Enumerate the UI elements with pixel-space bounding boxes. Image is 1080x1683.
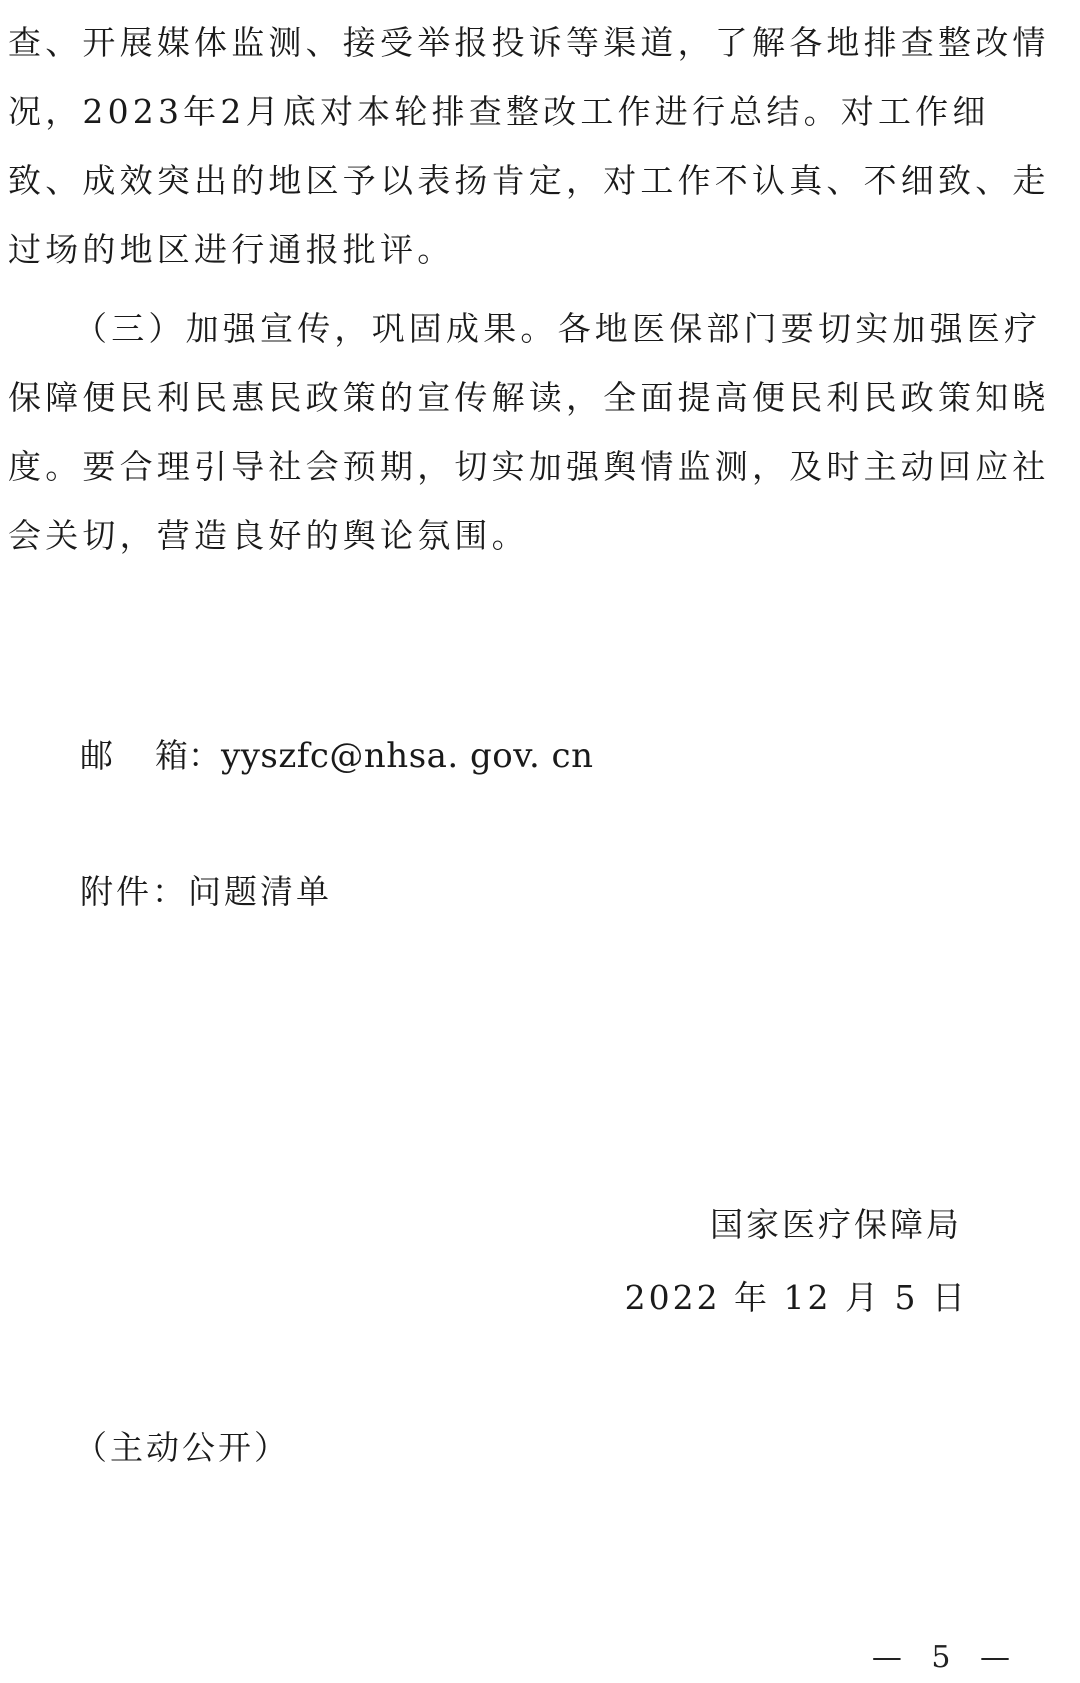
body-paragraph-2: （三）加强宣传，巩固成果。各地医保部门要切实加强医疗保障便民利民惠民政策的宣传解读，全面提高便民利民政策知晓度。要合理引导社会预期，切实加强舆情监测，及时主动回应社会关切，营造良好的舆论氛围。 — [8, 309, 1050, 555]
contact-email-line — [80, 736, 594, 776]
email-address: yyszfc@nhsa. gov. cn — [221, 736, 594, 776]
disclosure-status: （主动公开） — [74, 1428, 290, 1467]
body-paragraph-1: 查、开展媒体监测、接受举报投诉等渠道，了解各地排查整改情况，2023年2月底对本轮排查整改工作进行总结。对工作细致、成效突出的地区予以表扬肯定，对工作不认真、不细致、走过场的地区进行通报批评。 — [8, 23, 1050, 269]
issue-date: 2022 年 12 月 5 日 — [624, 1278, 968, 1317]
email-label: 邮 箱： — [80, 736, 221, 775]
issuing-authority: 国家医疗保障局 — [710, 1205, 962, 1244]
page-number: — 5 — — [871, 1640, 1020, 1675]
attachment-line: 附件：问题清单 — [80, 872, 332, 911]
